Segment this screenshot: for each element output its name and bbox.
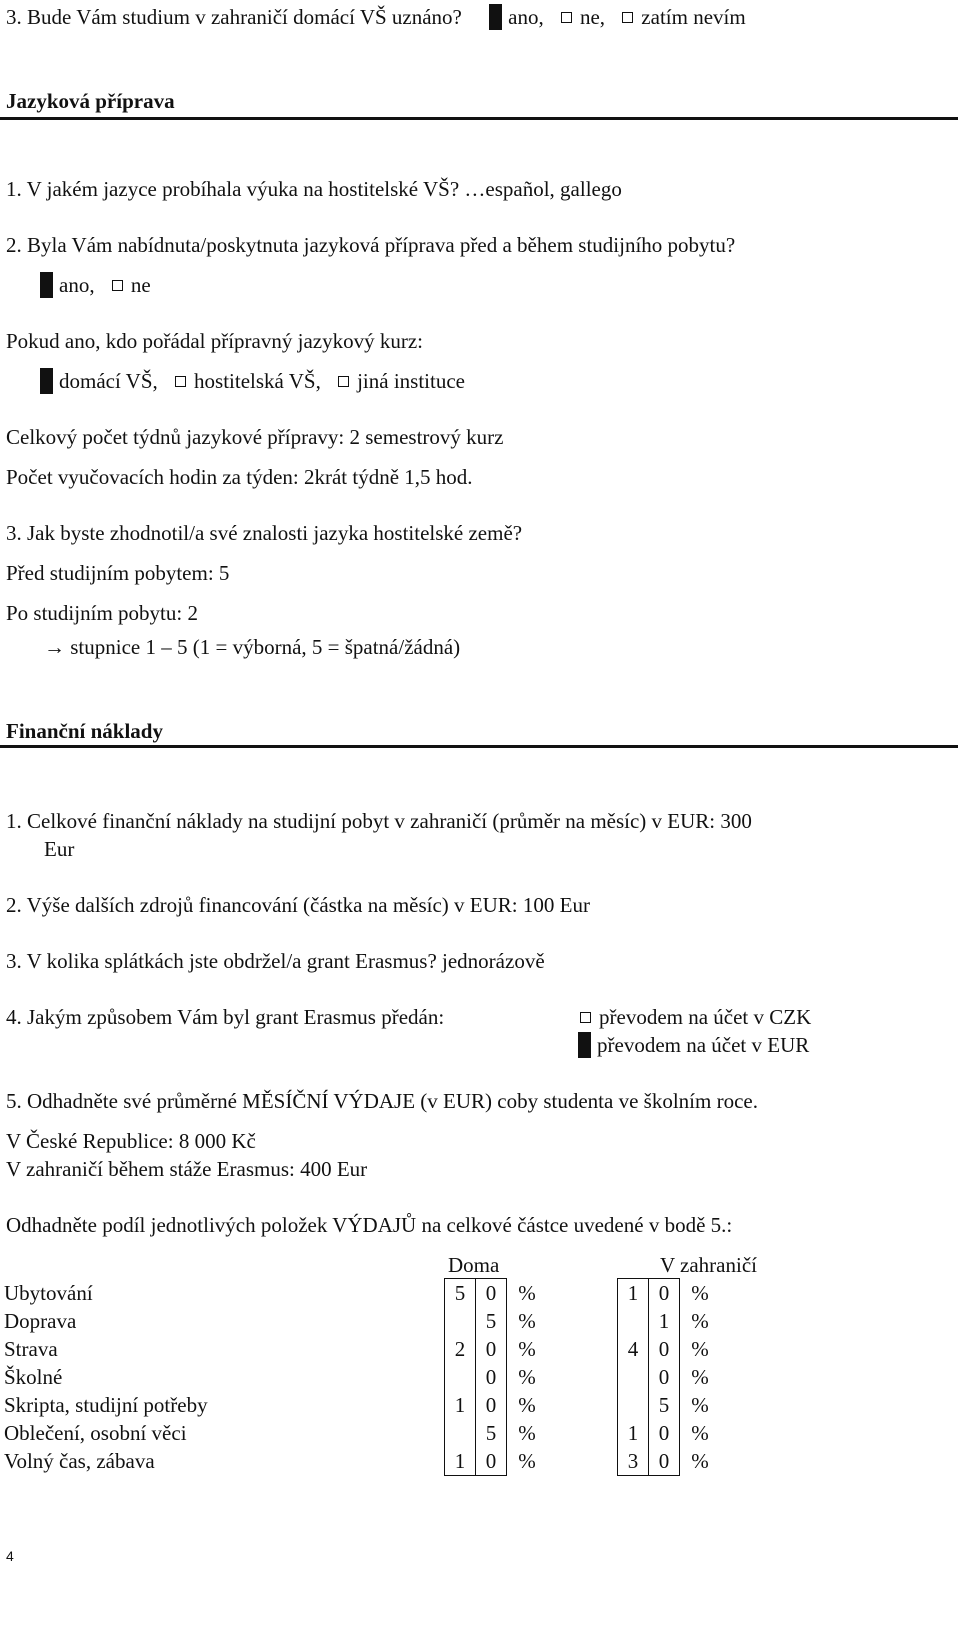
expense-row (4, 1335, 720, 1363)
home-digit-tens[interactable]: 1 (445, 1447, 476, 1476)
abroad-digit-tens[interactable]: 3 (618, 1447, 649, 1476)
expense-label: Volný čas, zábava (4, 1449, 155, 1474)
grant-option-czk (572, 1004, 811, 1030)
home-digit-ones[interactable]: 0 (476, 1363, 507, 1391)
question-other-sources: 2. Výše dalších zdrojů financování (částka na měsíc) v EUR: 100 Eur (6, 893, 590, 917)
abroad-percent-sign: % (691, 1421, 709, 1445)
abroad-percent-sign: % (691, 1280, 709, 1305)
abroad-percent-sign: % (691, 1393, 709, 1417)
column-gap (547, 1307, 618, 1335)
checkbox-hostitelska-vs[interactable] (175, 376, 186, 387)
expense-row (4, 1363, 720, 1391)
option-prep-ano: ano, (59, 273, 95, 297)
column-gap (547, 1447, 618, 1476)
abroad-digit-tens[interactable] (618, 1391, 649, 1419)
home-digit-tens[interactable] (445, 1419, 476, 1447)
question-expense-share: Odhadněte podíl jednotlivých položek VÝDAJŮ na celkové částce uvedené v bodě 5.: (6, 1213, 733, 1237)
abroad-digit-tens[interactable] (618, 1307, 649, 1335)
home-digit-ones[interactable]: 0 (476, 1391, 507, 1419)
abroad-digit-tens[interactable]: 1 (618, 1279, 649, 1308)
column-gap (547, 1335, 618, 1363)
section-title-finance: Finanční náklady (6, 719, 163, 743)
expense-share-table (4, 1278, 720, 1476)
home-digit-ones[interactable]: 0 (476, 1447, 507, 1476)
home-digit-tens[interactable]: 5 (445, 1279, 476, 1308)
option-jina-instituce: jiná instituce (357, 369, 465, 393)
question-recognition (6, 4, 746, 32)
expense-label: Skripta, studijní potřeby (4, 1393, 208, 1417)
skill-after: Po studijním pobytu: 2 (6, 601, 198, 625)
checkbox-zatim-nevim[interactable] (622, 12, 633, 23)
checkbox-domaci-vs-selected[interactable] (40, 368, 53, 394)
question-language-skill: 3. Jak byste zhodnotil/a své znalosti jazyka hostitelské země? (6, 521, 523, 545)
option-czk: převodem na účet v CZK (599, 1005, 812, 1029)
option-ano: ano, (508, 5, 544, 29)
grant-option-eur (572, 1032, 809, 1060)
expense-label: Oblečení, osobní věci (4, 1421, 187, 1445)
home-digit-tens[interactable]: 2 (445, 1335, 476, 1363)
question-organizer: Pokud ano, kdo pořádal přípravný jazykový kurz: (6, 329, 423, 353)
abroad-digit-tens[interactable]: 4 (618, 1335, 649, 1363)
expense-label: Školné (4, 1365, 63, 1389)
expenses-abroad: V zahraničí během stáže Erasmus: 400 Eur (6, 1157, 368, 1181)
expenses-home: V České Republice: 8 000 Kč (6, 1129, 256, 1153)
skill-before: Před studijním pobytem: 5 (6, 561, 230, 585)
abroad-digit-ones[interactable]: 0 (649, 1279, 680, 1308)
page-number: 4 (6, 1548, 14, 1564)
option-zatim-nevim: zatím nevím (641, 5, 746, 29)
section-divider (0, 117, 958, 120)
section-title-language: Jazyková příprava (6, 89, 175, 113)
option-eur: převodem na účet v EUR (597, 1033, 810, 1057)
expense-row (4, 1419, 720, 1447)
option-ne: ne, (579, 5, 606, 29)
home-digit-tens[interactable] (445, 1363, 476, 1391)
home-percent-sign: % (518, 1337, 536, 1361)
option-domaci-vs: domácí VŠ, (59, 369, 158, 393)
home-digit-ones[interactable]: 0 (476, 1335, 507, 1363)
prep-weeks: Celkový počet týdnů jazykové přípravy: 2 semestrový kurz (6, 425, 504, 449)
column-gap (547, 1419, 618, 1447)
organizer-options (40, 368, 465, 396)
column-gap (547, 1279, 618, 1308)
checkbox-czk[interactable] (580, 1012, 591, 1023)
abroad-percent-sign: % (691, 1337, 709, 1361)
checkbox-eur-selected[interactable] (578, 1032, 591, 1058)
home-percent-sign: % (518, 1309, 536, 1333)
checkbox-ano-selected[interactable] (489, 4, 502, 30)
home-percent-sign: % (518, 1365, 536, 1389)
home-digit-tens[interactable] (445, 1307, 476, 1335)
option-hostitelska-vs: hostitelská VŠ, (194, 369, 321, 393)
column-header-abroad: V zahraničí (660, 1253, 757, 1277)
column-gap (547, 1363, 618, 1391)
skill-scale-note: → stupnice 1 – 5 (1 = výborná, 5 = špatná/žádná) (44, 635, 461, 659)
expense-label: Strava (4, 1337, 58, 1361)
abroad-digit-tens[interactable] (618, 1363, 649, 1391)
checkbox-prep-ne[interactable] (112, 280, 123, 291)
home-percent-sign: % (518, 1421, 536, 1445)
question-language-prep: 2. Byla Vám nabídnuta/poskytnuta jazyková příprava před a během studijního pobytu? (6, 233, 736, 257)
question-teaching-language: 1. V jakém jazyce probíhala výuka na hostitelské VŠ? …español, gallego (6, 177, 622, 201)
abroad-digit-ones[interactable]: 0 (649, 1447, 680, 1476)
abroad-digit-ones[interactable]: 0 (649, 1335, 680, 1363)
expense-label: Ubytování (4, 1280, 93, 1305)
expense-label: Doprava (4, 1309, 77, 1333)
abroad-digit-ones[interactable]: 5 (649, 1391, 680, 1419)
expense-row (4, 1307, 720, 1335)
abroad-percent-sign: % (691, 1309, 709, 1333)
column-header-home: Doma (448, 1253, 500, 1277)
home-digit-ones[interactable]: 5 (476, 1307, 507, 1335)
home-digit-tens[interactable]: 1 (445, 1391, 476, 1419)
abroad-digit-ones[interactable]: 1 (649, 1307, 680, 1335)
checkbox-jina-instituce[interactable] (338, 376, 349, 387)
abroad-percent-sign: % (691, 1365, 709, 1389)
abroad-digit-ones[interactable]: 0 (649, 1419, 680, 1447)
column-gap (547, 1391, 618, 1419)
expense-row (4, 1391, 720, 1419)
home-digit-ones[interactable]: 5 (476, 1419, 507, 1447)
checkbox-prep-ano-selected[interactable] (40, 272, 53, 298)
abroad-percent-sign: % (691, 1449, 709, 1474)
expense-row (4, 1447, 720, 1476)
question-monthly-expenses: 5. Odhadněte své průměrné MĚSÍČNÍ VÝDAJE (v EUR) coby studenta ve školním roce. (6, 1089, 758, 1113)
section-divider (0, 745, 958, 748)
home-percent-sign: % (518, 1280, 536, 1305)
question-recognition-text: 3. Bude Vám studium v zahraničí domácí VŠ uznáno? (6, 5, 462, 29)
language-prep-options (40, 272, 151, 300)
abroad-digit-tens[interactable]: 1 (618, 1419, 649, 1447)
prep-hours: Počet vyučovacích hodin za týden: 2krát týdně 1,5 hod. (6, 465, 473, 489)
home-percent-sign: % (518, 1393, 536, 1417)
question-total-costs: 1. Celkové finanční náklady na studijní pobyt v zahraničí (průměr na měsíc) v EUR: 300 (6, 809, 752, 833)
home-percent-sign: % (518, 1449, 536, 1474)
option-prep-ne: ne (130, 273, 151, 297)
question-installments: 3. V kolika splátkách jste obdržel/a grant Erasmus? jednorázově (6, 949, 545, 973)
abroad-digit-ones[interactable]: 0 (649, 1363, 680, 1391)
question-total-costs-unit: Eur (44, 837, 75, 861)
home-digit-ones[interactable]: 0 (476, 1279, 507, 1308)
question-grant-method: 4. Jakým způsobem Vám byl grant Erasmus předán: (6, 1005, 445, 1029)
checkbox-ne[interactable] (561, 12, 572, 23)
expense-row (4, 1279, 720, 1308)
